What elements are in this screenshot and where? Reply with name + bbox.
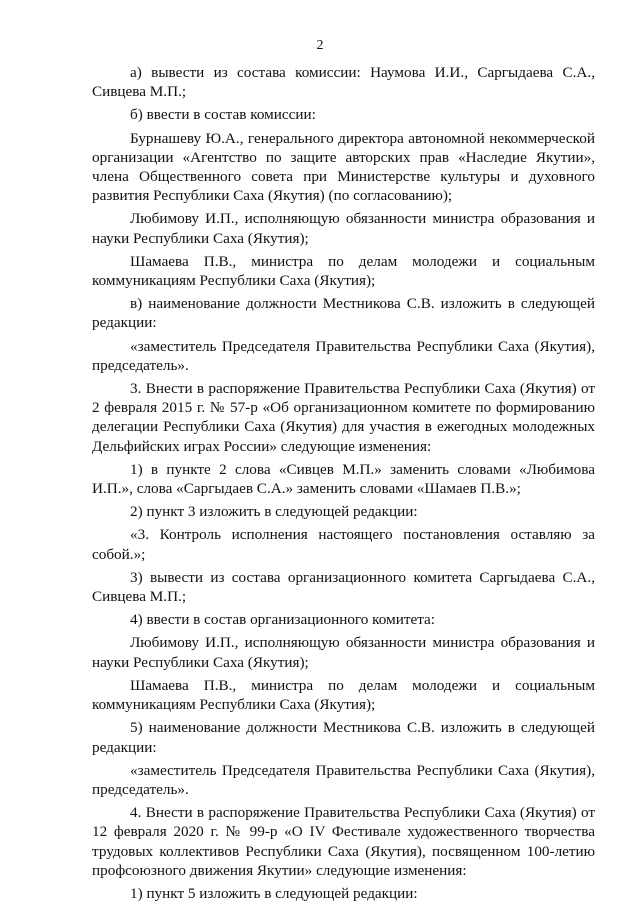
paragraph: 1) пункт 5 изложить в следующей редакции: [130, 884, 418, 902]
paragraph: 4) ввести в состав организационного комитета: [130, 611, 435, 629]
paragraph: 1) в пункте 2 слова «Сивцев М.П.» заменить словами «Любимова И.П.», слова «Саргыдаев С.А.» заменить словами «Шамаев П.В.»; [92, 460, 595, 498]
page-number: 2 [316, 38, 324, 53]
paragraph: «3. Контроль исполнения настоящего постановления оставляю за собой.»; [92, 526, 595, 563]
paragraph: 4. Внести в распоряжение Правительства Республики Саха (Якутия) от 12 февраля 2020 г. № 99-р «О IV Фестивале художественного творчества трудовых коллективов Республики Саха (Якутия), посвященном 100-летию профсоюзного движения Якутии» следующие изменения: [92, 804, 595, 879]
paragraph: 2) пункт 3 изложить в следующей редакции: [130, 503, 418, 521]
paragraph: Шамаева П.В., министра по делам молодежи и социальным коммуникациям Республики Саха (Якутия); [92, 252, 595, 290]
paragraph: 5) наименование должности Местникова С.В. изложить в следующей редакции: [92, 719, 595, 756]
paragraph: Любимову И.П., исполняющую обязанности министра образования и науки Республики Саха (Якутия); [92, 634, 595, 671]
paragraph: «заместитель Председателя Правительства Республики Саха (Якутия), председатель». [92, 761, 595, 798]
paragraph: Любимову И.П., исполняющую обязанности министра образования и науки Республики Саха (Якутия); [92, 210, 595, 247]
paragraph: 3. Внести в распоряжение Правительства Республики Саха (Якутия) от 2 февраля 2015 г. № 57-р «Об организационном комитете по формированию делегации Республики Саха (Якутия) для участия в ежегодных молодежных Дельфийских играх России» следующие изменения: [92, 380, 595, 455]
paragraph: 3) вывести из состава организационного комитета Саргыдаева С.А., Сивцева М.П.; [92, 568, 595, 606]
paragraph: а) вывести из состава комиссии: Наумова И.И., Саргыдаева С.А., Сивцева М.П.; [92, 64, 595, 101]
paragraph: в) наименование должности Местникова С.В. изложить в следующей редакции: [92, 295, 595, 332]
document-body [92, 63, 595, 907]
paragraph: «заместитель Председателя Правительства Республики Саха (Якутия), председатель». [92, 337, 595, 374]
paragraph: Бурнашеву Ю.А., генерального директора автономной некоммерческой организации «Агентство по защите авторских прав «Наследие Якутии», члена Общественного совета при Министерстве культуры и духовного развития Республики Саха (Якутия) (по согласованию); [92, 129, 595, 205]
paragraph: Шамаева П.В., министра по делам молодежи и социальным коммуникациям Республики Саха (Якутия); [92, 676, 595, 714]
paragraph: б) ввести в состав комиссии: [130, 106, 316, 124]
